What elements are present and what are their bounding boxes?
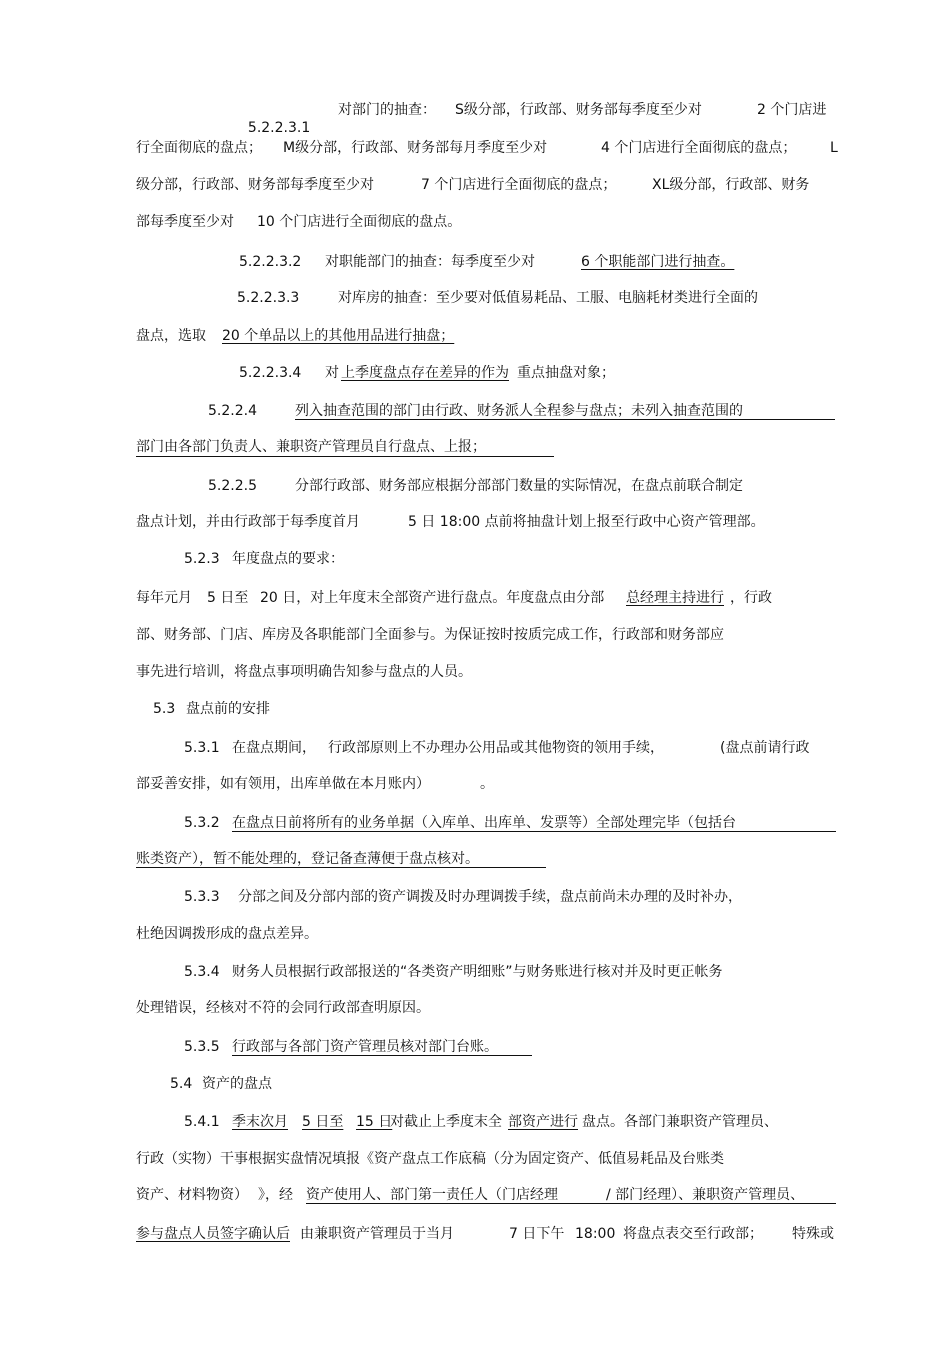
para-line — [792, 1225, 834, 1243]
text-segment: 处理错误，经核对不符的会同行政部查明原因。 — [136, 1000, 430, 1016]
text-segment: 对职能部门的抽查：每季度至少对 — [325, 254, 535, 270]
para-line — [136, 513, 360, 531]
section-number: 5.2.2.3.3 — [237, 290, 300, 306]
text-segment: 部门由各部门负责人、兼职资产管理员自行盘点、上报； — [136, 439, 486, 455]
para-line — [390, 1113, 502, 1131]
para-line — [184, 963, 220, 981]
para-line — [575, 1225, 615, 1243]
para-line — [184, 739, 220, 757]
text-segment: 4 个门店进行全面彻底的盘点； — [601, 140, 797, 156]
underlined-text — [341, 364, 509, 382]
text-segment: 列入抽查范围的部门由行政、财务派人全程参与盘点；未列入抽查范围的 — [295, 403, 743, 419]
text-segment: 上季度盘点存在差异的作为 — [341, 365, 509, 381]
section-number: 5.2.2.4 — [208, 403, 257, 419]
para-line — [480, 775, 494, 793]
text-segment: 部、财务部、门店、库房及各职能部门全面参与。为保证按时按质完成工作，行政部和财务部应 — [136, 627, 724, 643]
text-segment: S级分部，行政部、财务部每季度至少对 — [455, 102, 702, 118]
para-line — [623, 1225, 763, 1243]
para-line — [517, 364, 615, 382]
text-segment: 15 日 — [356, 1114, 393, 1130]
underline-rule — [306, 1203, 836, 1204]
text-segment: 6 个职能部门进行抽查。 — [581, 254, 735, 270]
text-segment: 在盘点期间， — [232, 740, 316, 756]
text-segment: 在盘点日前将所有的业务单据（入库单、出库单、发票等）全部处理完毕（包括台 — [232, 815, 736, 831]
para-line — [184, 888, 220, 906]
section-number: 5.2.2.5 — [208, 478, 257, 494]
text-segment: 参与盘点人员签字确认后 — [136, 1226, 290, 1242]
text-segment: 重点抽盘对象； — [517, 365, 615, 381]
text-segment: 资产、材料物资） — [136, 1187, 248, 1203]
para-line — [136, 925, 318, 943]
section-number: 5.3.1 — [184, 740, 220, 756]
section-heading: 资产的盘点 — [202, 1076, 272, 1092]
para-line — [408, 513, 765, 531]
section-number: 5.2.3 — [184, 551, 220, 567]
underline-rule — [295, 419, 835, 420]
para-line — [652, 176, 809, 194]
para-line — [136, 1150, 724, 1168]
text-segment: 对 — [325, 365, 339, 381]
para-line — [455, 101, 702, 119]
text-segment: 。 — [480, 776, 494, 792]
text-segment: 盘点。各部门兼职资产管理员、 — [582, 1114, 778, 1130]
para-line — [136, 327, 206, 345]
para-line — [283, 139, 547, 157]
para-line — [184, 814, 220, 832]
para-line — [136, 176, 374, 194]
text-segment: 2 个门店进 — [757, 102, 827, 118]
para-line — [232, 814, 736, 832]
underlined-text — [136, 1225, 290, 1243]
text-segment: 将盘点表交至行政部； — [623, 1226, 763, 1242]
section-number: 5.3.4 — [184, 964, 220, 980]
para-line — [239, 101, 311, 136]
text-segment: 行政部原则上不办理办公用品或其他物资的领用手续， — [328, 740, 664, 756]
para-line — [202, 1075, 272, 1093]
text-segment: 由兼职资产管理员于当月 — [300, 1226, 454, 1242]
para-line — [184, 1038, 220, 1056]
underlined-text — [222, 327, 454, 345]
para-line — [260, 589, 604, 607]
text-segment: 5 日 18:00 点前将抽盘计划上报至行政中心资产管理部。 — [408, 514, 765, 530]
para-line — [136, 775, 430, 793]
text-segment: 7 日下午 — [509, 1226, 565, 1242]
text-segment: 分部之间及分部内部的资产调拨及时办理调拨手续，盘点前尚未办理的及时补办， — [238, 889, 742, 905]
text-segment: 级分部，行政部、财务部每季度至少对 — [136, 177, 374, 193]
text-segment: 杜绝因调拨形成的盘点差异。 — [136, 926, 318, 942]
underline-rule — [232, 831, 836, 832]
section-number: 5.4.1 — [184, 1114, 220, 1130]
para-line — [136, 213, 234, 231]
para-line — [258, 1186, 293, 1204]
para-line — [207, 589, 248, 607]
para-line — [295, 477, 743, 495]
text-segment: 盘点计划，并由行政部于每季度首月 — [136, 514, 360, 530]
para-line — [186, 700, 270, 718]
para-line — [136, 850, 479, 868]
section-number: 5.2.2.3.2 — [239, 254, 302, 270]
text-segment: 事先进行培训，将盘点事项明确告知参与盘点的人员。 — [136, 664, 472, 680]
para-line — [237, 289, 299, 307]
para-line — [136, 663, 472, 681]
text-segment: M级分部，行政部、财务部每月季度至少对 — [283, 140, 548, 156]
underlined-text — [626, 589, 724, 607]
para-line — [730, 589, 772, 607]
para-line — [239, 253, 301, 271]
para-line — [757, 101, 826, 119]
para-line — [232, 739, 316, 757]
para-line — [300, 1225, 454, 1243]
para-line — [257, 213, 461, 231]
para-line — [170, 1075, 192, 1093]
text-segment: 盘点，选取 — [136, 328, 206, 344]
text-segment: XL级分部，行政部、财务 — [652, 177, 810, 193]
text-segment: 部妥善安排，如有领用，出库单做在本月账内） — [136, 776, 430, 792]
para-line — [606, 1186, 804, 1204]
section-heading: 盘点前的安排 — [186, 701, 270, 717]
underline-rule — [232, 1055, 532, 1056]
underline-rule — [136, 456, 554, 457]
underlined-text — [508, 1113, 578, 1131]
text-segment: 资产使用人、部门第一责任人（门店经理 — [306, 1187, 558, 1203]
para-line — [208, 477, 257, 495]
section-number: 5.3.2 — [184, 815, 220, 831]
text-segment: 每年元月 — [136, 590, 192, 606]
para-line — [325, 253, 535, 271]
para-line — [208, 402, 257, 420]
para-line — [509, 1225, 564, 1243]
section-number: 5.2.2.3.4 — [239, 365, 302, 381]
text-segment: 部每季度至少对 — [136, 214, 234, 230]
text-segment: 财务人员根据行政部报送的“各类资产明细账”与财务账进行核对并及时更正帐务 — [232, 964, 723, 980]
text-segment: 10 个门店进行全面彻底的盘点。 — [257, 214, 462, 230]
text-segment: 20 个单品以上的其他用品进行抽盘； — [222, 328, 455, 344]
text-segment: L — [830, 140, 838, 156]
underlined-text — [232, 1113, 288, 1131]
para-line — [238, 888, 742, 906]
text-segment: 对截止上季度末全 — [390, 1114, 502, 1130]
text-segment: 账类资产），暂不能处理的，登记备查薄便于盘点核对。 — [136, 851, 479, 867]
para-line — [601, 139, 796, 157]
text-segment: 7 个门店进行全面彻底的盘点； — [421, 177, 617, 193]
para-line — [338, 289, 758, 307]
text-segment: 总经理主持进行 — [626, 590, 724, 606]
section-number: 5.3.5 — [184, 1039, 220, 1055]
para-line — [136, 1186, 248, 1204]
underlined-text — [302, 1113, 343, 1131]
underlined-text — [356, 1113, 392, 1131]
text-segment: 行政部与各部门资产管理员核对部门台账。 — [232, 1039, 498, 1055]
para-line — [136, 438, 486, 456]
text-segment: 部资产进行 — [508, 1114, 578, 1130]
text-segment: 分部行政部、财务部应根据分部部门数量的实际情况，在盘点前联合制定 — [295, 478, 743, 494]
underlined-text — [581, 253, 734, 271]
section-number: 5.2.2.3.1 — [247, 120, 311, 136]
text-segment: 季末次月 — [232, 1114, 288, 1130]
para-line — [136, 999, 430, 1017]
text-segment: 20 日，对上年度末全部资产进行盘点。年度盘点由分部 — [260, 590, 605, 606]
para-line — [328, 739, 664, 757]
text-segment: ，行政 — [730, 590, 772, 606]
para-line — [720, 739, 809, 757]
para-line — [421, 176, 616, 194]
para-line — [232, 963, 723, 981]
para-line — [239, 364, 301, 382]
text-segment: 5 日至 — [207, 590, 249, 606]
text-segment: 5 日至 — [302, 1114, 344, 1130]
text-segment: (盘点前请行政 — [720, 740, 810, 756]
para-line — [184, 550, 220, 568]
text-segment: 行政（实物）干事根据实盘情况填报《资产盘点工作底稿（分为固定资产、低值易耗品及台账类 — [136, 1151, 724, 1167]
text-segment: 18:00 — [575, 1226, 616, 1242]
para-line — [136, 589, 192, 607]
para-line — [295, 402, 743, 420]
text-segment: 对部门的抽查： — [338, 102, 436, 118]
para-line — [232, 1038, 498, 1056]
para-line — [830, 139, 838, 157]
text-segment: 对库房的抽查：至少要对低值易耗品、工服、电脑耗材类进行全面的 — [338, 290, 758, 306]
para-line — [306, 1186, 558, 1204]
para-line — [232, 550, 344, 568]
para-line — [184, 1113, 220, 1131]
underline-rule — [136, 867, 546, 868]
text-segment: 行全面彻底的盘点； — [136, 140, 262, 156]
para-line — [136, 626, 724, 644]
para-line — [136, 139, 262, 157]
text-segment: 特殊或 — [792, 1226, 834, 1242]
para-line — [325, 364, 339, 382]
section-number: 5.3 — [153, 701, 176, 717]
para-line — [582, 1113, 778, 1131]
text-segment: / 部门经理）、兼职资产管理员、 — [606, 1187, 805, 1203]
section-heading: 年度盘点的要求： — [232, 551, 344, 567]
para-line — [338, 101, 436, 119]
section-number: 5.4 — [170, 1076, 193, 1092]
para-line — [153, 700, 175, 718]
text-segment: 》，经 — [258, 1187, 293, 1203]
section-number: 5.3.3 — [184, 889, 220, 905]
